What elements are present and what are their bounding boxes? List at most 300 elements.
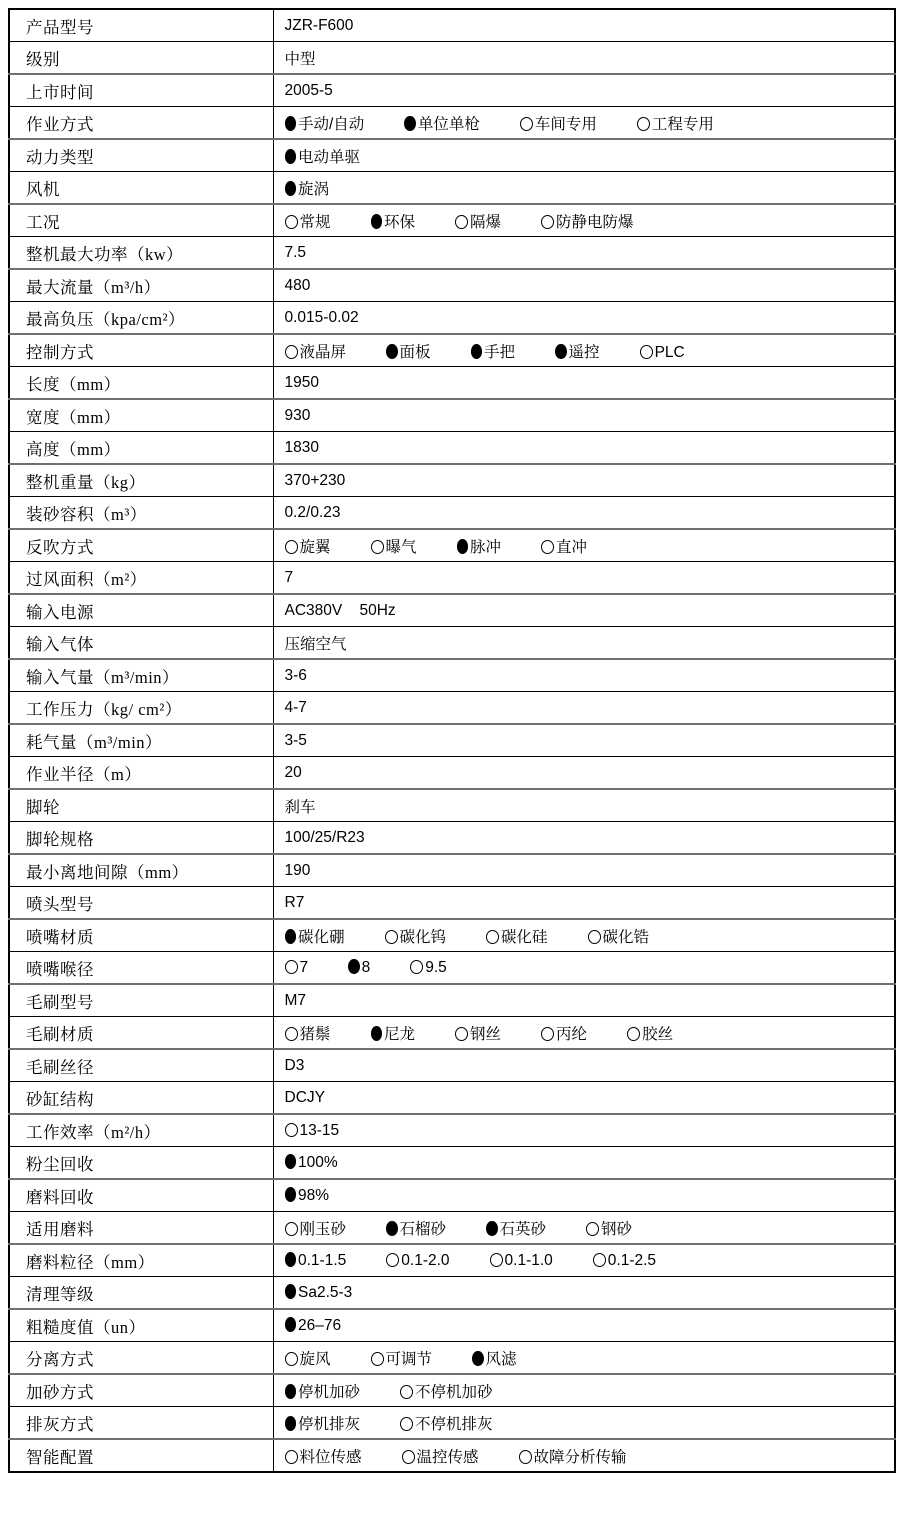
table-row	[9, 367, 895, 400]
spec-value	[273, 1179, 895, 1212]
spec-label: 工作压力（kg/ cm²）	[9, 692, 273, 725]
radio-unselected-icon	[285, 1027, 298, 1041]
radio-selected-icon	[285, 1154, 297, 1169]
option-label: 碳化硼	[298, 928, 345, 946]
radio-unselected-icon	[400, 1385, 413, 1399]
radio-selected-icon	[472, 1351, 484, 1366]
spec-label: 排灰方式	[9, 1407, 273, 1440]
spec-label: 高度（mm）	[9, 432, 273, 465]
radio-unselected-icon	[285, 540, 298, 554]
spec-value	[273, 952, 895, 985]
spec-label: 分离方式	[9, 1342, 273, 1375]
table-row	[9, 887, 895, 920]
spec-value-text: 2005-5	[284, 81, 333, 99]
option-label: 旋涡	[298, 180, 330, 198]
spec-label: 喷嘴喉径	[9, 952, 273, 985]
option-label: 碳化锆	[602, 928, 650, 946]
radio-unselected-icon	[640, 345, 653, 359]
option-label: 0.1-1.5	[298, 1251, 347, 1269]
spec-value	[273, 302, 895, 335]
option-label: 常规	[299, 213, 331, 231]
option-item	[285, 177, 330, 199]
spec-label: 输入电源	[9, 594, 273, 627]
option-label: 碳化钨	[399, 928, 447, 946]
spec-value-text: 0.2/0.23	[284, 503, 341, 521]
radio-unselected-icon	[586, 1222, 599, 1236]
table-row	[9, 789, 895, 822]
option-item	[285, 1122, 340, 1140]
radio-unselected-icon	[455, 215, 468, 229]
spec-value	[273, 789, 895, 822]
option-label: 单位单枪	[417, 115, 480, 133]
table-row	[9, 1342, 895, 1375]
table-row	[9, 172, 895, 205]
spec-value-text: 0.015-0.02	[284, 308, 359, 326]
spec-value-text: 20	[284, 763, 302, 781]
radio-unselected-icon	[541, 1027, 554, 1041]
product-spec-table	[8, 8, 896, 1473]
spec-label: 输入气量（m³/min）	[9, 659, 273, 692]
option-item	[386, 1217, 446, 1239]
option-item	[486, 925, 548, 947]
table-row	[9, 594, 895, 627]
spec-value-text: 100/25/R23	[284, 828, 365, 846]
option-item	[593, 1252, 656, 1270]
spec-label: 上市时间	[9, 74, 273, 107]
option-label: 面板	[399, 343, 431, 361]
option-label: 碳化硅	[501, 928, 548, 946]
spec-value	[273, 399, 895, 432]
spec-value-text: 370+230	[284, 471, 346, 489]
option-label: 故障分析传输	[533, 1448, 627, 1466]
table-row	[9, 724, 895, 757]
radio-unselected-icon	[285, 1222, 298, 1236]
option-item	[490, 1252, 553, 1270]
radio-selected-icon	[471, 344, 483, 359]
spec-value	[273, 367, 895, 400]
spec-label: 砂缸结构	[9, 1082, 273, 1115]
radio-unselected-icon	[285, 1450, 298, 1464]
option-label: 石榴砂	[399, 1220, 447, 1238]
table-row	[9, 399, 895, 432]
option-label: 环保	[384, 213, 416, 231]
option-item	[371, 1347, 433, 1369]
spec-value-text: R7	[284, 893, 305, 911]
spec-value	[273, 1147, 895, 1180]
table-row	[9, 42, 895, 75]
table-row	[9, 1407, 895, 1440]
radio-selected-icon	[386, 1221, 398, 1236]
option-item	[285, 1412, 361, 1434]
table-row	[9, 1114, 895, 1147]
option-label: 曝气	[385, 538, 417, 556]
spec-value-text: 930	[284, 406, 311, 424]
option-label: Sa2.5-3	[298, 1283, 353, 1301]
spec-value	[273, 497, 895, 530]
option-item	[285, 959, 309, 977]
spec-label: 控制方式	[9, 334, 273, 367]
spec-value	[273, 74, 895, 107]
spec-label: 粗糙度值（un）	[9, 1309, 273, 1342]
spec-label: 装砂容积（m³）	[9, 497, 273, 530]
spec-label: 智能配置	[9, 1439, 273, 1472]
radio-selected-icon	[457, 539, 469, 554]
option-label: 隔爆	[470, 213, 502, 231]
radio-unselected-icon	[371, 1352, 384, 1366]
spec-label: 脚轮	[9, 789, 273, 822]
spec-value-text: 480	[284, 276, 311, 294]
spec-label: 作业方式	[9, 107, 273, 140]
spec-label: 整机最大功率（kw）	[9, 237, 273, 270]
spec-value	[273, 1017, 895, 1050]
spec-value	[273, 887, 895, 920]
option-item	[457, 535, 502, 557]
option-item	[285, 1380, 361, 1402]
radio-unselected-icon	[400, 1417, 413, 1431]
table-row	[9, 302, 895, 335]
option-item	[385, 925, 447, 947]
option-label: 7	[299, 958, 309, 976]
spec-label: 耗气量（m³/min）	[9, 724, 273, 757]
table-row	[9, 919, 895, 952]
option-label: 尼龙	[384, 1025, 416, 1043]
spec-value	[273, 204, 895, 237]
option-label: 直冲	[556, 538, 588, 556]
table-row	[9, 1439, 895, 1472]
table-row	[9, 74, 895, 107]
option-item	[471, 340, 516, 362]
table-row	[9, 984, 895, 1017]
option-item	[404, 112, 480, 134]
radio-selected-icon	[348, 959, 360, 974]
option-item	[472, 1347, 517, 1369]
radio-selected-icon	[285, 181, 297, 196]
radio-unselected-icon	[519, 1450, 532, 1464]
option-label: 旋风	[299, 1350, 331, 1368]
spec-value-text: D3	[284, 1056, 305, 1074]
radio-unselected-icon	[520, 117, 533, 131]
option-label: 手把	[484, 343, 516, 361]
spec-value	[273, 42, 895, 75]
radio-selected-icon	[386, 344, 398, 359]
option-item	[285, 1445, 362, 1467]
spec-label: 磨料回收	[9, 1179, 273, 1212]
table-row	[9, 204, 895, 237]
table-row	[9, 952, 895, 985]
radio-unselected-icon	[588, 930, 601, 944]
option-item	[386, 340, 431, 362]
option-item	[285, 1347, 331, 1369]
table-row	[9, 529, 895, 562]
radio-selected-icon	[285, 1317, 297, 1332]
radio-selected-icon	[404, 116, 416, 131]
radio-unselected-icon	[593, 1253, 606, 1267]
option-item	[285, 1317, 342, 1335]
spec-value-text: 7	[284, 568, 294, 586]
table-row	[9, 692, 895, 725]
table-row	[9, 1374, 895, 1407]
option-label: 遥控	[568, 343, 600, 361]
table-row	[9, 659, 895, 692]
spec-label: 毛刷材质	[9, 1017, 273, 1050]
option-label: 刚玉砂	[299, 1220, 347, 1238]
radio-unselected-icon	[627, 1027, 640, 1041]
spec-label: 加砂方式	[9, 1374, 273, 1407]
option-item	[400, 1412, 493, 1434]
spec-value	[273, 627, 895, 660]
table-row	[9, 464, 895, 497]
spec-value	[273, 594, 895, 627]
spec-value-text: 7.5	[284, 243, 307, 261]
spec-value-text: M7	[284, 991, 307, 1009]
option-item	[555, 340, 600, 362]
table-row	[9, 1244, 895, 1277]
table-row	[9, 627, 895, 660]
radio-selected-icon	[486, 1221, 498, 1236]
spec-label: 喷嘴材质	[9, 919, 273, 952]
table-row	[9, 1277, 895, 1310]
spec-label: 最高负压（kpa/cm²）	[9, 302, 273, 335]
table-row	[9, 432, 895, 465]
radio-selected-icon	[285, 116, 297, 131]
option-label: 丙纶	[556, 1025, 588, 1043]
option-item	[285, 1217, 347, 1239]
radio-unselected-icon	[490, 1253, 503, 1267]
spec-value	[273, 692, 895, 725]
radio-selected-icon	[285, 1252, 297, 1267]
spec-value	[273, 9, 895, 42]
radio-unselected-icon	[541, 215, 554, 229]
spec-value	[273, 1407, 895, 1440]
spec-value	[273, 237, 895, 270]
spec-value	[273, 1374, 895, 1407]
option-item	[486, 1217, 546, 1239]
radio-unselected-icon	[285, 960, 298, 974]
spec-value	[273, 562, 895, 595]
spec-label: 级别	[9, 42, 273, 75]
spec-value-text: DCJY	[284, 1088, 325, 1106]
spec-value-text: 3-5	[284, 731, 307, 749]
spec-value	[273, 1049, 895, 1082]
spec-label: 清理等级	[9, 1277, 273, 1310]
radio-unselected-icon	[402, 1450, 415, 1464]
option-item	[285, 210, 331, 232]
spec-label: 喷头型号	[9, 887, 273, 920]
spec-value	[273, 529, 895, 562]
radio-unselected-icon	[455, 1027, 468, 1041]
option-label: 0.1-2.0	[401, 1251, 450, 1269]
spec-label: 风机	[9, 172, 273, 205]
table-row	[9, 822, 895, 855]
radio-unselected-icon	[285, 1123, 298, 1137]
spec-value	[273, 432, 895, 465]
table-row	[9, 269, 895, 302]
radio-unselected-icon	[410, 960, 423, 974]
table-row	[9, 107, 895, 140]
option-item	[640, 344, 685, 362]
radio-unselected-icon	[637, 117, 650, 131]
table-row	[9, 854, 895, 887]
spec-label: 毛刷丝径	[9, 1049, 273, 1082]
option-item	[402, 1445, 479, 1467]
spec-value	[273, 984, 895, 1017]
spec-label: 最大流量（m³/h）	[9, 269, 273, 302]
spec-value	[273, 1439, 895, 1472]
option-label: 13-15	[299, 1121, 340, 1139]
option-item	[586, 1217, 632, 1239]
option-item	[285, 1022, 331, 1044]
spec-value	[273, 1342, 895, 1375]
spec-label: 粉尘回收	[9, 1147, 273, 1180]
spec-label: 磨料粒径（mm）	[9, 1244, 273, 1277]
option-item	[519, 1445, 627, 1467]
radio-unselected-icon	[385, 930, 398, 944]
table-row	[9, 139, 895, 172]
option-item	[627, 1022, 673, 1044]
radio-selected-icon	[371, 1026, 383, 1041]
option-label: 温控传感	[416, 1448, 479, 1466]
table-row	[9, 1179, 895, 1212]
spec-value	[273, 1082, 895, 1115]
spec-label: 整机重量（kg）	[9, 464, 273, 497]
radio-unselected-icon	[486, 930, 499, 944]
option-label: 钢丝	[470, 1025, 502, 1043]
spec-value-text: 压缩空气	[284, 635, 347, 653]
radio-selected-icon	[285, 149, 297, 164]
radio-selected-icon	[371, 214, 383, 229]
spec-value-text: JZR-F600	[284, 16, 354, 34]
option-label: 液晶屏	[299, 343, 347, 361]
spec-value	[273, 854, 895, 887]
spec-label: 动力类型	[9, 139, 273, 172]
spec-label: 宽度（mm）	[9, 399, 273, 432]
table-row	[9, 334, 895, 367]
table-row	[9, 1212, 895, 1245]
spec-value	[273, 724, 895, 757]
option-item	[386, 1252, 449, 1270]
option-label: 风滤	[485, 1350, 517, 1368]
option-item	[285, 145, 361, 167]
table-row	[9, 562, 895, 595]
spec-value	[273, 172, 895, 205]
spec-table-body	[9, 9, 895, 1472]
option-item	[588, 925, 650, 947]
option-label: 0.1-1.0	[504, 1251, 553, 1269]
spec-label: 毛刷型号	[9, 984, 273, 1017]
radio-selected-icon	[555, 344, 567, 359]
option-item	[285, 925, 345, 947]
table-row	[9, 1049, 895, 1082]
spec-label: 工况	[9, 204, 273, 237]
spec-label: 反吹方式	[9, 529, 273, 562]
option-item	[541, 1022, 587, 1044]
option-label: 石英砂	[499, 1220, 547, 1238]
spec-label: 长度（mm）	[9, 367, 273, 400]
option-item	[285, 1252, 347, 1270]
option-item	[520, 112, 597, 134]
option-label: 猪鬃	[299, 1025, 331, 1043]
option-label: 不停机加砂	[415, 1383, 493, 1401]
option-label: 胶丝	[642, 1025, 674, 1043]
spec-value	[273, 464, 895, 497]
radio-selected-icon	[285, 1284, 297, 1299]
option-label: 100%	[298, 1153, 338, 1171]
option-label: 工程专用	[651, 115, 714, 133]
table-row	[9, 1017, 895, 1050]
spec-value	[273, 334, 895, 367]
spec-value	[273, 139, 895, 172]
option-item	[410, 959, 447, 977]
option-item	[455, 210, 501, 232]
option-item	[348, 959, 370, 977]
table-row	[9, 237, 895, 270]
table-row	[9, 9, 895, 42]
option-label: 车间专用	[534, 115, 597, 133]
spec-value	[273, 107, 895, 140]
spec-label: 适用磨料	[9, 1212, 273, 1245]
option-item	[400, 1380, 493, 1402]
option-label: 98%	[298, 1186, 330, 1204]
spec-label: 产品型号	[9, 9, 273, 42]
radio-unselected-icon	[285, 345, 298, 359]
spec-value-text: 刹车	[284, 798, 316, 816]
table-row	[9, 757, 895, 790]
option-label: 不停机排灰	[415, 1415, 493, 1433]
spec-value-text: AC380V 50Hz	[284, 601, 396, 619]
option-item	[285, 1154, 338, 1172]
spec-value-text: 中型	[284, 50, 316, 68]
radio-unselected-icon	[285, 215, 298, 229]
spec-value	[273, 822, 895, 855]
option-item	[541, 210, 634, 232]
spec-label: 过风面积（m²）	[9, 562, 273, 595]
spec-label: 最小离地间隙（mm）	[9, 854, 273, 887]
spec-value	[273, 1212, 895, 1245]
spec-value-text: 3-6	[284, 666, 307, 684]
spec-value-text: 190	[284, 861, 311, 879]
option-label: 防静电防爆	[556, 213, 634, 231]
spec-value-text: 4-7	[284, 698, 307, 716]
spec-value-text: 1830	[284, 438, 319, 456]
table-row	[9, 1147, 895, 1180]
radio-unselected-icon	[285, 1352, 298, 1366]
option-label: 料位传感	[299, 1448, 362, 1466]
option-item	[285, 1284, 353, 1302]
option-item	[371, 210, 416, 232]
spec-label: 输入气体	[9, 627, 273, 660]
option-item	[285, 340, 347, 362]
spec-value	[273, 1277, 895, 1310]
option-label: 停机排灰	[298, 1415, 361, 1433]
radio-unselected-icon	[386, 1253, 399, 1267]
table-row	[9, 1082, 895, 1115]
option-label: 8	[361, 958, 371, 976]
spec-label: 作业半径（m）	[9, 757, 273, 790]
option-item	[637, 112, 714, 134]
radio-selected-icon	[285, 1187, 297, 1202]
radio-selected-icon	[285, 1416, 297, 1431]
option-label: 可调节	[385, 1350, 433, 1368]
option-label: 钢砂	[601, 1220, 633, 1238]
option-label: 0.1-2.5	[607, 1251, 657, 1269]
spec-value	[273, 1244, 895, 1277]
radio-unselected-icon	[371, 540, 384, 554]
radio-selected-icon	[285, 1384, 297, 1399]
option-label: 手动/自动	[298, 115, 365, 133]
option-item	[455, 1022, 501, 1044]
option-item	[285, 1187, 330, 1205]
spec-value	[273, 1309, 895, 1342]
